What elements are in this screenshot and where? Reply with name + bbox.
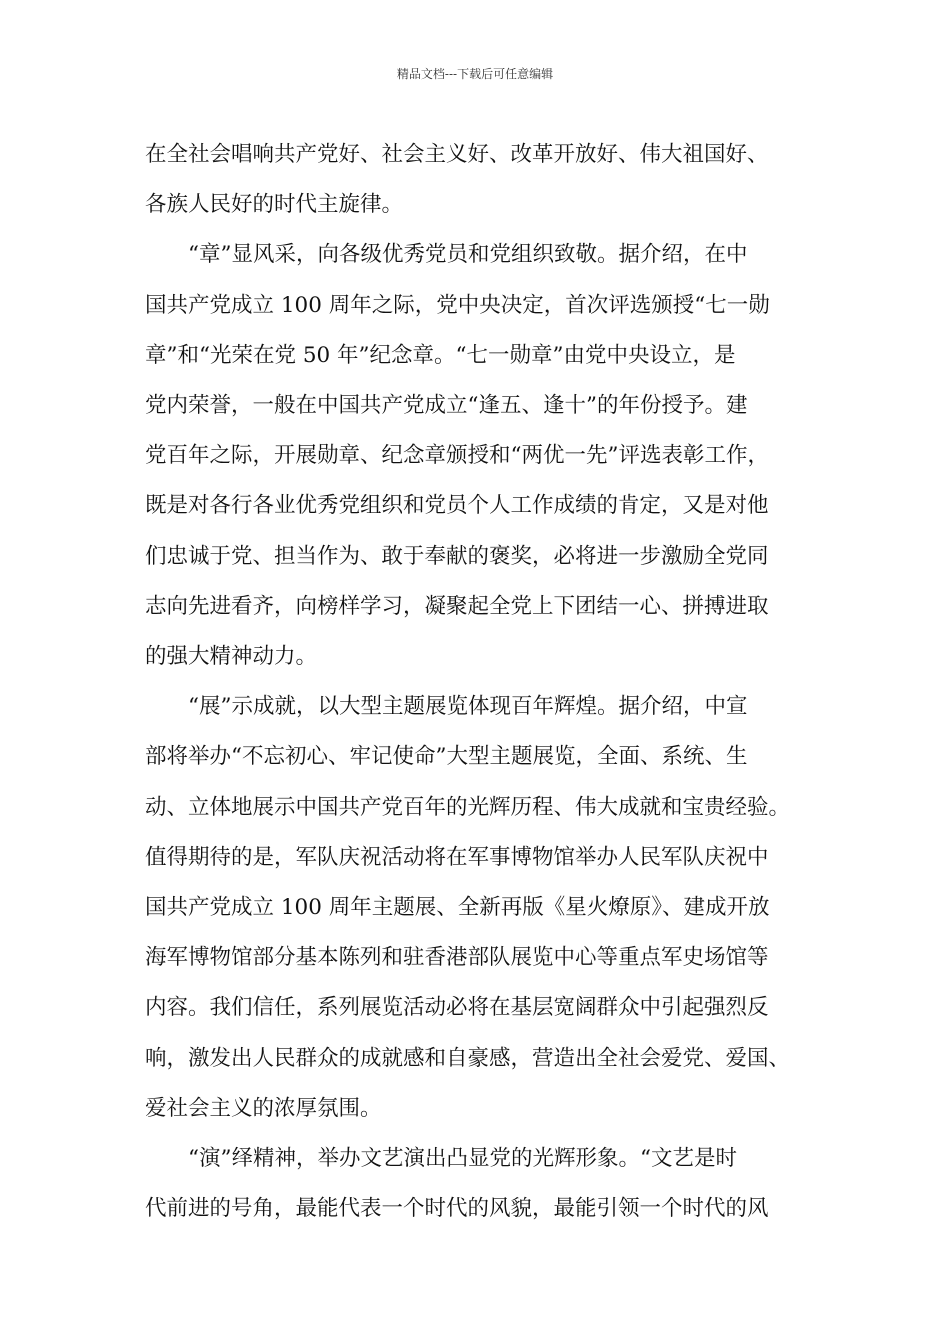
- text-line: 各族人民好的时代主旋律。: [145, 192, 404, 218]
- text-line: 国共产党成立 100 周年之际，党中央决定，首次评选颁授“七一勋: [145, 292, 770, 318]
- text-line: 志向先进看齐，向榜样学习，凝聚起全党上下团结一心、拼搏进取: [145, 593, 769, 619]
- text-line: 响，激发出人民群众的成就感和自豪感，营造出全社会爱党、爱国、: [145, 1045, 791, 1071]
- text-line: “演”绎精神，举办文艺演出凸显党的光辉形象。“文艺是时: [188, 1146, 737, 1172]
- text-line: 们忠诚于党、担当作为、敢于奉献的褒奖，必将进一步激励全党同: [145, 543, 769, 569]
- text-line: 动、立体地展示中国共产党百年的光辉历程、伟大成就和宝贵经验。: [145, 794, 791, 820]
- text-line: 部将举办“不忘初心、牢记使命”大型主题展览，全面、系统、生: [145, 744, 748, 770]
- text-line: 国共产党成立 100 周年主题展、全新再版《星火燎原》、建成开放: [145, 895, 770, 921]
- text-line: 党内荣誉，一般在中国共产党成立“逢五、逢十”的年份授予。建: [145, 393, 748, 419]
- paragraph-1: [145, 130, 809, 230]
- text-line: 在全社会唱响共产党好、社会主义好、改革开放好、伟大祖国好、: [145, 142, 769, 167]
- page-header: 精品文档---下载后可任意编辑: [396, 67, 554, 81]
- text-line: 值得期待的是，军队庆祝活动将在军事博物馆举办人民军队庆祝中: [145, 844, 769, 870]
- text-line: 既是对各行各业优秀党组织和党员个人工作成绩的肯定，又是对他: [145, 493, 769, 519]
- paragraph-3: [145, 682, 809, 1134]
- text-line: “展”示成就，以大型主题展览体现百年辉煌。据介绍，中宣: [188, 694, 748, 720]
- text-line: 党百年之际，开展勋章、纪念章颁授和“两优一先”评选表彰工作，: [145, 443, 769, 469]
- text-line: 内容。我们信任，系列展览活动必将在基层宽阔群众中引起强烈反: [145, 995, 769, 1021]
- text-line: 章”和“光荣在党 50 年”纪念章。“七一勋章”由党中央设立，是: [145, 342, 736, 368]
- text-line: 海军博物馆部分基本陈列和驻香港部队展览中心等重点军史场馆等: [145, 945, 769, 971]
- paragraph-2: [145, 230, 809, 682]
- text-line: 的强大精神动力。: [145, 644, 318, 670]
- text-line: “章”显风采，向各级优秀党员和党组织致敬。据介绍，在中: [188, 242, 748, 268]
- text-line: 代前进的号角，最能代表一个时代的风貌，最能引领一个时代的风: [145, 1196, 769, 1222]
- text-line: 爱社会主义的浓厚氛围。: [145, 1095, 382, 1121]
- paragraph-4: [145, 1134, 809, 1234]
- document-body: [145, 130, 809, 1234]
